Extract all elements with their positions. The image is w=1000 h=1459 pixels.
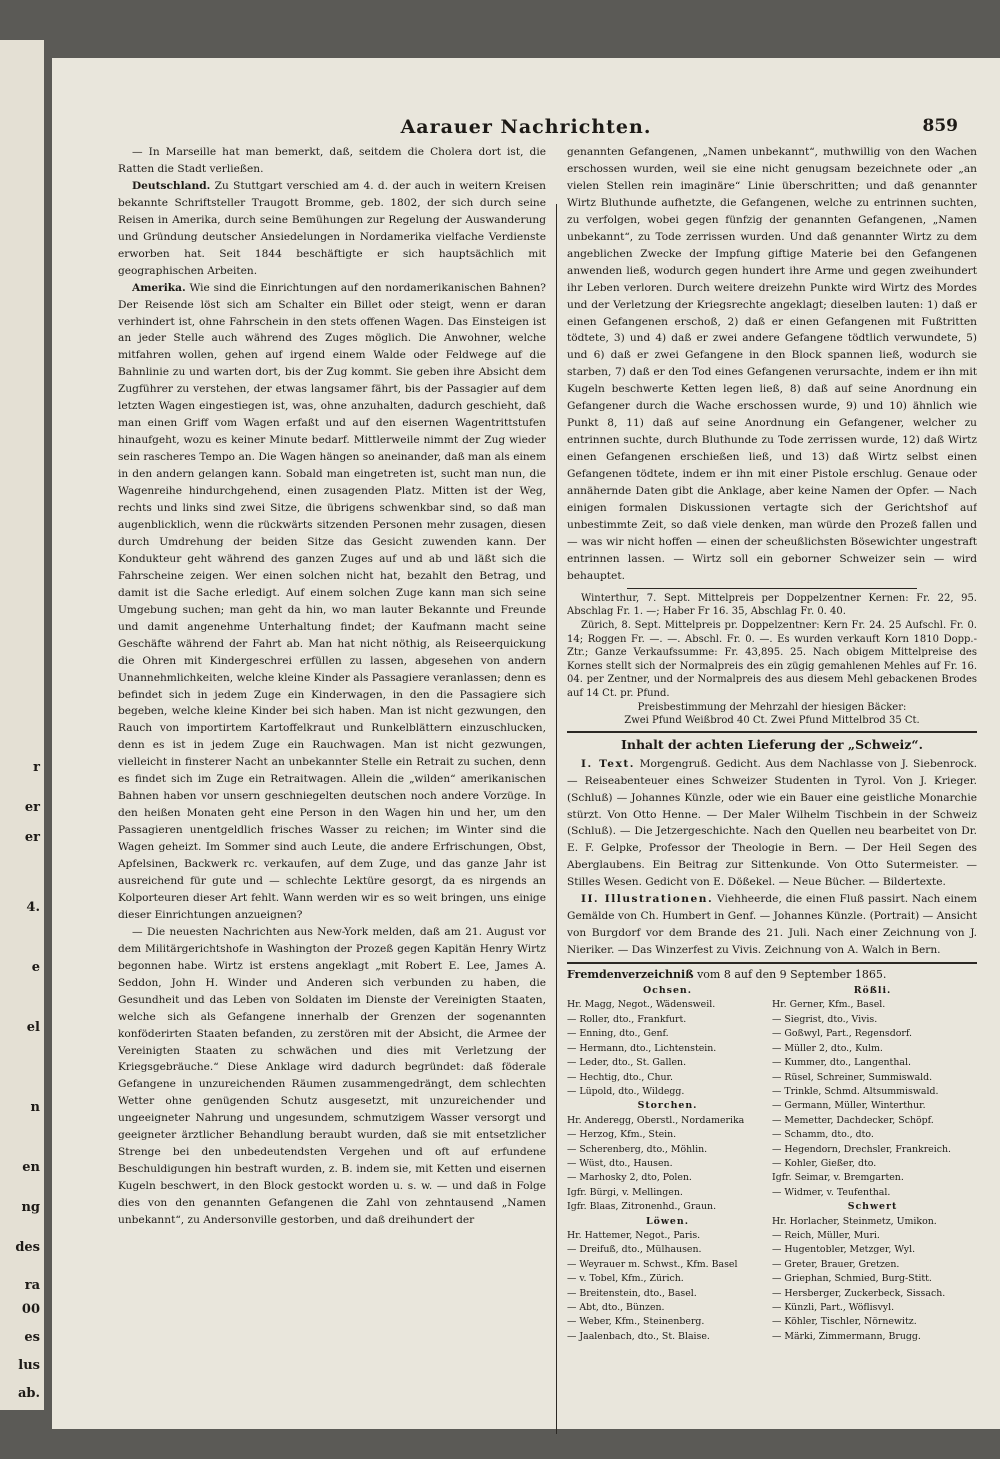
guest-entry: — Scherenberg, dto., Möhlin. — [567, 1143, 708, 1155]
guest-entry: — Lüpold, dto., Wildegg. — [567, 1085, 685, 1097]
guest-entry: — Reich, Müller, Muri. — [772, 1229, 880, 1241]
contents-heading: Inhalt der achten Lieferung der „Schweiz“. — [621, 736, 923, 752]
guest-entry: — Herzog, Kfm., Stein. — [567, 1129, 677, 1141]
hotel-name: Ochsen. — [642, 985, 692, 997]
guest-entry: — Marhosky 2, dto, Polen. — [567, 1172, 692, 1184]
guest-entry: — Kohler, Gießer, dto. — [772, 1157, 877, 1169]
guest-entry: — Hegendorn, Drechsler, Frankreich. — [772, 1143, 951, 1155]
baker-prices: Zwei Pfund Weißbrod 40 Ct. Zwei Pfund Mittelbrod 35 Ct. — [624, 715, 920, 727]
column-divider — [556, 204, 557, 1434]
guest-entry: — v. Tobel, Kfm., Zürich. — [567, 1273, 684, 1285]
guest-entry: Hr. Gerner, Kfm., Basel. — [772, 999, 886, 1011]
guest-entry: — Kummer, dto., Langenthal. — [772, 1057, 911, 1069]
edge-fragment: en — [22, 1160, 40, 1175]
edge-fragment: es — [24, 1330, 40, 1345]
guest-entry: — Künzli, Part., Wöflisvyl. — [772, 1302, 895, 1313]
guest-entry: — Hugentobler, Metzger, Wyl. — [772, 1244, 916, 1256]
guest-entry: — Köhler, Tischler, Nörnewitz. — [772, 1316, 917, 1328]
guest-entry: — Rüsel, Schreiner, Summiswald. — [772, 1071, 933, 1083]
guest-entry: — Leder, dto., St. Gallen. — [567, 1057, 687, 1069]
article-deutschland — [118, 178, 546, 280]
edge-fragment: 4. — [26, 900, 40, 915]
guest-entry: — Germann, Müller, Winterthur. — [772, 1100, 926, 1112]
contents-illustrations-items: Viehheerde, die einen Fluß passirt. Nach einem Gemälde von Ch. Humbert in Genf. — Johannes Künzle. (Portrait) — Ansicht von Burgdorf vor dem Brande des 21. Juli. Nach einer Zeichnung von J. Nieriker. — Das Winzerfest zu Vivis. Zeichnung von A. Walch in Bern. — [567, 893, 977, 957]
right-column — [567, 144, 977, 1459]
section-head-amerika: Amerika. — [132, 281, 186, 294]
edge-fragment: er — [24, 830, 40, 845]
market-winterthur: Winterthur, 7. Sept. Mittelpreis per Doppelzentner Kernen: Fr. 22, 95. Abschlag Fr. 1. —; Haber Fr 16. 35, Abschlag Fr. 0. 40. — [567, 592, 977, 618]
guest-entry: — Müller 2, dto., Kulm. — [772, 1042, 883, 1054]
left-column — [118, 144, 546, 1459]
edge-fragment: ra — [24, 1278, 40, 1293]
guest-register-title: Fremdenverzeichniß — [567, 968, 694, 982]
edge-fragment: er — [24, 800, 40, 815]
guest-entry: Hr. Hattemer, Negot., Paris. — [567, 1229, 701, 1241]
guest-entry: — Hersberger, Zuckerbeck, Sissach. — [772, 1287, 946, 1299]
guest-entry: — Goßwyl, Part., Regensdorf. — [772, 1028, 912, 1040]
contents-text-section — [567, 756, 977, 892]
guest-entry: Igfr. Bürgi, v. Mellingen. — [567, 1186, 683, 1198]
section-head-deutschland: Deutschland. — [132, 179, 211, 192]
guest-entry: — Hechtig, dto., Chur. — [567, 1071, 673, 1083]
edge-fragment: n — [30, 1100, 40, 1115]
guest-entry: — Dreifuß, dto., Mülhausen. — [567, 1244, 702, 1256]
hotel-name: Rößli. — [853, 985, 892, 997]
edge-fragment: lus — [18, 1358, 40, 1373]
page-number: 859 — [922, 116, 958, 136]
edge-fragment: 00 — [21, 1302, 40, 1317]
adjacent-page-edge — [0, 40, 44, 1410]
article-amerika — [118, 280, 546, 924]
guest-entry: — Wüst, dto., Hausen. — [567, 1157, 673, 1169]
edge-fragment: des — [15, 1240, 40, 1255]
separator-rule — [627, 588, 917, 589]
guest-entry: — Hermann, dto., Lichtenstein. — [567, 1042, 717, 1054]
guest-entry: — Märki, Zimmermann, Brugg. — [772, 1330, 921, 1342]
running-header — [52, 116, 1000, 146]
article-wirtz-continued: genannten Gefangenen, „Namen unbekannt“, muthwillig von den Wachen erschossen wurden, weil sie eine nicht genugsam bezeichnete oder „an vielen Stellen rein imaginäre“ Linie überschritten; und daß genannter Wirtz Bluthunde aufhetzte, die Gefangenen, welche zu entrinnen suchten, zu verfolgen, wobei gegen fünfzig der genannten Gefangenen, „Namen unbekannt“, zu Tode zerrissen wurden. Und daß genannter Wirtz zu dem angeblichen Zwecke der Impfung giftige Materie bei den Gefangenen anwenden ließ, wodurch gegen hundert ihre Arme und gegen zweihundert ihr Leben verloren. Durch weitere dreizehn Punkte wird Wirtz des Mordes und der Verletzung der Kriegsrechte angeklagt; dieselben lauten: 1) daß er einen Gefangenen erschoß, 2) daß er einen Gefangenen mit Fußtritten tödtete, 3) und 4) daß er zwei andere Gefangene tödtlich verwundete, 5) und 6) daß er zwei Gefangene in den Block spannen ließ, wodurch sie starben, 7) daß er den Tod eines Gefangenen verursachte, indem er ihn mit Kugeln beschwerte Ketten legen ließ, 8) daß auf seine Anordnung ein Gefangener durch die Wache erschossen wurde, 9) und 10) ähnlich wie Punkt 8, 11) daß auf seine Anordnung ein Gefangener, welcher zu entrinnen suchte, durch Bluthunde zu Tode zerrissen wurde, 12) daß Wirtz einen Gefangenen erschießen ließ, und 13) daß Wirtz selbst einen Gefangenen tödtete, indem er ihn mit einer Pistole erschlug. Genaue oder annähernde Daten gibt die Anklage, aber keine Namen der Opfer. — Nach einigen formalen Diskussionen vertagte sich der Gerichtshof auf unbestimmte Zeit, so daß viele denken, man würde den Prozeß fallen und — was wir nicht hoffen — einen der scheußlichsten Bösewichter ungestraft entrinnen lassen. — Wirtz soll ein geborner Schweizer sein — wird behauptet. — [567, 146, 977, 582]
market-prices — [567, 592, 977, 728]
guest-entry: Hr. Horlacher, Steinmetz, Umikon. — [772, 1215, 937, 1227]
guest-entry: — Schamm, dto., dto. — [772, 1129, 874, 1141]
guest-entry: — Memetter, Dachdecker, Schöpf. — [772, 1114, 934, 1126]
edge-fragment: ng — [21, 1200, 40, 1215]
guest-entry: — Weyrauer m. Schwst., Kfm. Basel — [567, 1258, 738, 1270]
newspaper-page — [52, 58, 1000, 1429]
edge-fragment: r — [33, 760, 40, 775]
guest-entry: — Breitenstein, dto., Basel. — [567, 1287, 697, 1299]
guest-entry: — Siegrist, dto., Vivis. — [772, 1013, 878, 1025]
contents-listing — [567, 737, 977, 959]
guest-entry: — Enning, dto., Genf. — [567, 1028, 669, 1040]
guest-register-grid — [567, 984, 977, 1344]
newspaper-title: Aarauer Nachrichten. — [400, 116, 652, 138]
contents-text-label: I. Text. — [581, 757, 635, 770]
contents-illustrations-label: II. Illustrationen. — [581, 893, 714, 906]
guest-entry: — Widmer, v. Teufenthal. — [772, 1186, 891, 1198]
guest-entry: — Greter, Brauer, Gretzen. — [772, 1258, 900, 1270]
market-zurich: Zürich, 8. Sept. Mittelpreis pr. Doppelzentner: Kern Fr. 24. 25 Aufschl. Fr. 0. 14; Roggen Fr. —. —. Abschl. Fr. 0. —. Es wurden verkauft Korn 1810 Dopp.-Ztr.; Ganze Verkaufssumme: Fr. 43,895. 25. Nach obigem Mittelpreise des Kornes stellt sich der Normalpreis des ein zügig gemahlenen Mehles auf Fr. 16. 04. per Zentner, und der Normalpreis des aus diesem Mehl gebackenen Brodes auf 14 Ct. pr. Pfund. — [567, 619, 977, 699]
contents-illustrations-section — [567, 891, 977, 959]
guest-entry: Igfr. Seimar, v. Bremgarten. — [772, 1172, 904, 1184]
hotel-name: Löwen. — [646, 1215, 689, 1227]
guest-entry: Igfr. Blaas, Zitronenhd., Graun. — [567, 1201, 717, 1213]
baker-prices-heading: Preisbestimmung der Mehrzahl der hiesigen Bäcker: — [637, 701, 907, 713]
article-wirtz-trial: — Die neuesten Nachrichten aus New-York melden, daß am 21. August vor dem Militärgerichtshofe in Washington der Prozeß gegen Kapitän Henry Wirtz begonnen habe. Wirtz ist erstens angeklagt „mit Robert E. Lee, James A. Seddon, John H. Winder und Anderen sich verbunden zu haben, die Gesundheit und das Leben von Soldaten im Dienste der Vereinigten Staaten, welche sich als Gefangene innerhalb der Grenzen der sogenannten konföderirten Staaten befanden, zu zerstören mit der Absicht, die Armee der Vereinigten Staaten zu schwächen und dies mit Verletzung der Kriegsgebräuche.“ Diese Anklage wird dadurch begründet: daß föderale Gefangene in unzureichenden Räumen zusammengedrängt, dem schlechten Wetter ohne genügenden Schutz ausgesetzt, mit unzureichender und ungeeigneter Nahrung und ungesundem, schmutzigem Wasser versorgt und geeigneter ärztlicher Behandlung beraubt wurden, daß sie mit entsetzlicher Strenge bei den unbedeutendsten Vergehen und oft auf erfundene Beschuldigungen hin bestraft wurden, z. B. indem sie, mit Ketten und eisernen Kugeln beschwert, in den Block gestockt worden u. s. w. — und daß in Folge dies von den genannten Gefangenen die Zahl von zehntausend „Namen unbekannt“, zu Andersonville gestorben, und daß dreihundert der — [118, 925, 546, 1227]
section-rule — [567, 962, 977, 964]
edge-fragment: ab. — [17, 1386, 40, 1401]
contents-text-items: Morgengruß. Gedicht. Aus dem Nachlasse von J. Siebenrock. — Reiseabenteuer eines Schweizer Studenten in Tyrol. Von J. Krieger. (Schluß) — Johannes Künzle, oder wie ein Bauer eine geistliche Monarchie stürzt. Von Otto Henne. — Der Maler Wilhelm Tischbein in der Schweiz (Schluß). — Die Jetzergeschichte. Nach den Quellen neu bearbeitet von Dr. E. F. Gelpke, Professor der Theologie in Bern. — Der Heil Segen des Aberglaubens. Ein Beitrag zur Sittenkunde. Von Otto Sutermeister. — Stilles Wesen. Gedicht von E. Dößekel. — Neue Bücher. — Bildertexte. — [567, 757, 977, 889]
article-deutschland-text: Zu Stuttgart verschied am 4. d. der auch in weitern Kreisen bekannte Schriftsteller Traugott Bromme, geb. 1802, der sich durch seine Reisen in Amerika, durch seine Bemühungen zur Regelung der Auswanderung und Gründung deutscher Ansiedelungen in Nordamerika vielfache Verdienste erworben hat. Seit 1844 beschäftigte er sich hauptsächlich mit geographischen Arbeiten. — [118, 179, 546, 277]
guest-register-date: vom 8 auf den 9 September 1865. — [697, 968, 887, 982]
guest-column-right — [772, 984, 977, 1344]
guest-entry: — Trinkle, Schmd. Altsummiswald. — [772, 1085, 939, 1097]
edge-fragment: el — [26, 1020, 40, 1035]
guest-entry: — Jaalenbach, dto., St. Blaise. — [567, 1330, 710, 1342]
guest-entry: — Roller, dto., Frankfurt. — [567, 1013, 687, 1025]
guest-column-left — [567, 984, 772, 1344]
hotel-name: Storchen. — [637, 1100, 698, 1112]
guest-entry: — Weber, Kfm., Steinenberg. — [567, 1316, 705, 1328]
guest-register — [567, 967, 977, 1344]
article-amerika-text: Wie sind die Einrichtungen auf den nordamerikanischen Bahnen? Der Reisende löst sich am Schalter ein Billet oder steigt, wenn er daran verhindert ist, ohne Fahrschein in den stets offenen Wagen. Das Einsteigen ist an jeder Stelle auch während des Zuges möglich. Die Anwohner, welche mitfahren wollen, gehen auf irgend einem Walde oder Feldwege auf die Bahnlinie zu und warten dort, bis der Zug kommt. Sie geben ihre Absicht dem Zugführer zu verstehen, der etwas langsamer fährt, bis der Passagier auf dem letzten Wagen eingestiegen ist, was, ohne anzuhalten, dadurch geschieht, daß man einen Griff vom Wagen erfaßt und auf den eisernen Wagentrittstufen hinaufgeht, wozu es keiner Minute bedarf. Mittlerweile nimmt der Zug wieder sein rascheres Tempo an. Die Wagen hängen so aneinander, daß man als einem in den andern gelangen kann. Sobald man eingetreten ist, sucht man nun, die Wagenreihe hindurchgehend, einen zusagenden Platz. Mitten ist der Weg, rechts und links sind zwei Sitze, die übrigens schwenkbar sind, so daß man augenblicklich, wenn die rückwärts sitzenden Personen mehr zusagen, diesen durch Umdrehung der beiden Sitze das Gesicht zuwenden kann. Der Kondukteur geht während des ganzen Zuges auf und ab und läßt sich die Fahrscheine zeigen. Wer einen solchen nicht hat, bezahlt den Betrag, und damit ist die Sache erledigt. Auf einem solchen Zuge kann man sich seine Umgebung suchen; man geht da hin, wo man lauter Bekannte und Freunde und damit angenehme Unterhaltung findet; der Kaufmann macht seine Geschäfte während der Fahrt ab. Man hat nicht nöthig, als Reiseerquickung die Ohren mit Kindergeschrei erfüllen zu lassen, abgesehen von andern Unannehmlichkeiten, welche kleine Kinder als Passagiere veranlassen; denn es befindet sich in jedem Zuge ein Kinderwagen, in den die Passagiere sich begeben, welche kleine Kinder bei sich haben. Man ist nicht gezwungen, den Rauch von importirtem Kartoffelkraut und Runkelblättern einzuschlucken, denn es ist in jedem Zuge ein Rauchwagen. Man ist nicht gezwungen, vielleicht in finsterer Nacht an unbekannter Stelle ein Retrait zu suchen, denn es findet sich im Zuge ein Retraitwagen. Allein die „wilden“ amerikanischen Bahnen haben vor unsern geschniegelten deutschen noch andere Vorzüge. In den heißen Monaten geht eine Person in den Wagen hin und her, um den Passagieren unentgeldlich frisches Wasser zu reichen; im Winter sind die Wagen geheizt. Im Sommer sind auch Leute, die andere Erfrischungen, Obst, Apfelsinen, Backwerk rc. verkaufen, auf dem Zuge, und das ganze Jahr ist ausreichend für gute und — schlechte Lektüre gesorgt, da es nirgends an Kolporteuren dieser Art fehlt. Wann werden wir es so weit bringen, uns einige dieser Einrichtungen anzueignen? — [118, 281, 546, 921]
article-marseille: — In Marseille hat man bemerkt, daß, seitdem die Cholera dort ist, die Ratten die Stadt verließen. — [118, 146, 546, 175]
edge-fragment: e — [31, 960, 40, 975]
guest-register-heading — [567, 967, 977, 984]
guest-entry: Hr. Anderegg, Oberstl., Nordamerika — [567, 1114, 745, 1126]
guest-entry: — Griephan, Schmied, Burg-Stitt. — [772, 1273, 932, 1285]
hotel-name: Schwert — [847, 1201, 898, 1213]
section-rule — [567, 731, 977, 733]
guest-entry: — Abt, dto., Bünzen. — [567, 1302, 665, 1313]
guest-entry: Hr. Magg, Negot., Wädensweil. — [567, 999, 716, 1011]
